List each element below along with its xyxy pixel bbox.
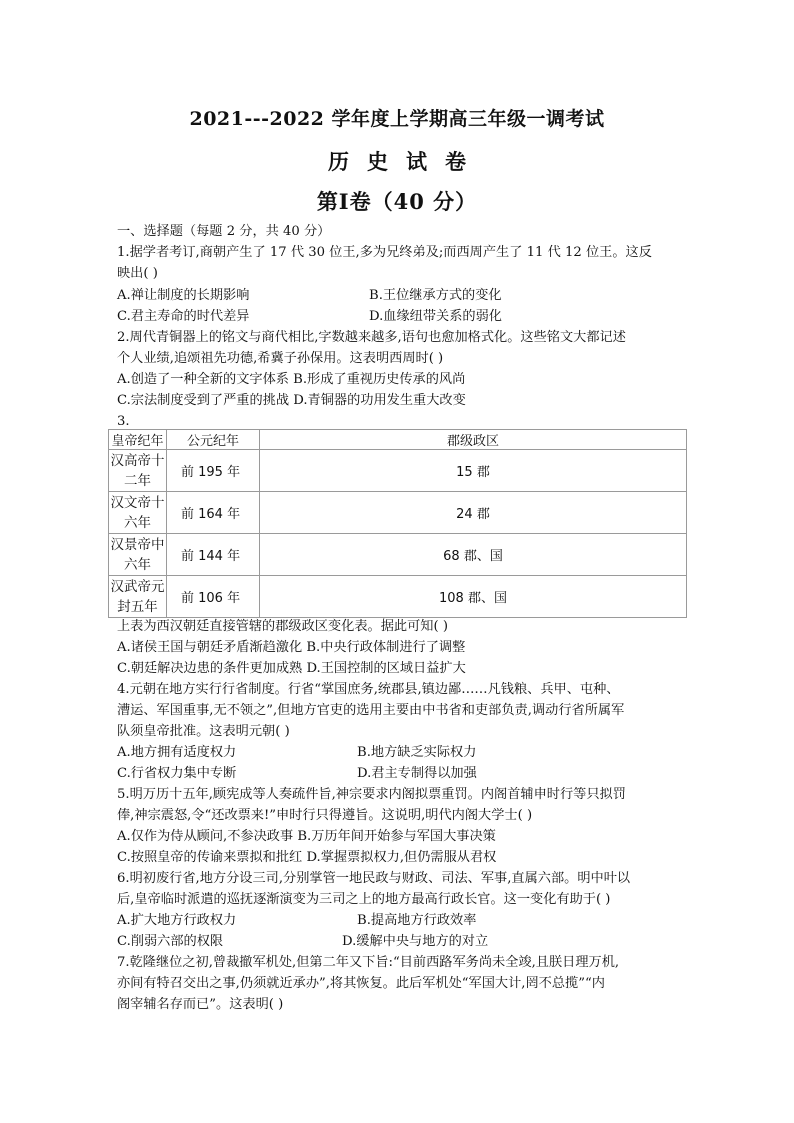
q2-options-cd: C.宗法制度受到了严重的挑战 D.青铜器的功用发生重大改变 bbox=[117, 393, 466, 408]
emperor-year-cell: 汉高帝十 二年 bbox=[109, 450, 167, 492]
q6-stem-line1: 6.明初废行省,地方分设三司,分别掌管一地民政与财政、司法、军事,直属六部。明中叶以 bbox=[117, 871, 631, 886]
emperor-year-cell: 汉文帝十 六年 bbox=[109, 492, 167, 534]
q2-stem-line2: 个人业绩,追颂祖先功德,希冀子孙保用。这表明西周时( ) bbox=[117, 351, 444, 366]
ad-year-cell: 前 164 年 bbox=[167, 492, 260, 534]
table-header-cell: 皇帝纪年 bbox=[109, 430, 167, 450]
table-row bbox=[109, 534, 687, 576]
q6-option-b: B.提高地方行政效率 bbox=[357, 913, 477, 928]
q7-stem-line3: 阁宰辅名存而已”。这表明( ) bbox=[117, 997, 284, 1012]
q4-stem-line1: 4.元朝在地方实行行省制度。行省“掌国庶务,统郡县,镇边鄙……凡钱粮、兵甲、屯种、 bbox=[117, 682, 620, 697]
prefecture-count-cell: 15 郡 bbox=[260, 450, 687, 492]
q1-option-a: A.禅让制度的长期影响 bbox=[117, 288, 250, 303]
q1-option-c: C.君主寿命的时代差异 bbox=[117, 309, 250, 324]
table-header-cell: 郡级政区 bbox=[260, 430, 687, 450]
exam-part-heading: 第Ⅰ卷（40 分） bbox=[316, 189, 478, 214]
ad-year-cell: 前 106 年 bbox=[167, 576, 260, 618]
exam-subject: 历史试卷 bbox=[328, 149, 484, 174]
q6-option-a: A.扩大地方行政权力 bbox=[117, 913, 237, 928]
section-heading: 一、选择题（每题 2 分，共 40 分） bbox=[117, 224, 331, 239]
emperor-year-cell: 汉景帝中 六年 bbox=[109, 534, 167, 576]
q1-option-d: D.血缘纽带关系的弱化 bbox=[369, 309, 502, 324]
q4-option-a: A.地方拥有适度权力 bbox=[117, 745, 237, 760]
q6-stem-line2: 后,皇帝临时派遣的巡抚逐渐演变为三司之上的地方最高行政长官。这一变化有助于( ) bbox=[117, 892, 611, 907]
q3-options-ab: A.诸侯王国与朝廷矛盾渐趋激化 B.中央行政体制进行了调整 bbox=[117, 640, 466, 655]
table-row bbox=[109, 450, 687, 492]
q6-option-c: C.削弱六部的权限 bbox=[117, 934, 224, 949]
exam-title: 2021---2022 学年度上学期高三年级一调考试 bbox=[189, 108, 605, 130]
q4-stem-line2: 漕运、军国重事,无不领之”,但地方官吏的选用主要由中书省和吏部负责,调动行省所属军 bbox=[117, 703, 625, 718]
q2-stem-line1: 2.周代青铜器上的铭文与商代相比,字数越来越多,语句也愈加格式化。这些铭文大都记述 bbox=[117, 330, 626, 345]
table-row bbox=[109, 492, 687, 534]
q2-options-ab: A.创造了一种全新的文字体系 B.形成了重视历史传承的风尚 bbox=[117, 372, 466, 387]
q4-option-c: C.行省权力集中专断 bbox=[117, 766, 237, 781]
ad-year-cell: 前 195 年 bbox=[167, 450, 260, 492]
ad-year-cell: 前 144 年 bbox=[167, 534, 260, 576]
q4-option-d: D.君主专制得以加强 bbox=[357, 766, 477, 781]
prefecture-count-cell: 68 郡、国 bbox=[260, 534, 687, 576]
q3-stem: 上表为西汉朝廷直接管辖的郡级政区变化表。据此可知( ) bbox=[117, 619, 448, 634]
emperor-year-cell: 汉武帝元 封五年 bbox=[109, 576, 167, 618]
q1-stem-line1: 1.据学者考订,商朝产生了 17 代 30 位王,多为兄终弟及;而西周产生了 11 代 12 位王。这反 bbox=[117, 245, 652, 260]
table-header-row bbox=[109, 430, 687, 450]
q6-option-d: D.缓解中央与地方的对立 bbox=[342, 934, 489, 949]
q3-number: 3. bbox=[117, 414, 130, 429]
q7-stem-line2: 亦间有特召交出之事,仍须就近承办”,将其恢复。此后军机处“军国大计,罔不总揽”“内 bbox=[117, 976, 605, 991]
q5-options-ab: A.仅作为侍从顾问,不参决政事 B.万历年间开始参与军国大事决策 bbox=[117, 829, 496, 844]
q7-stem-line1: 7.乾隆继位之初,曾裁撤军机处,但第二年又下旨:“目前西路军务尚未全竣,且朕日理万机, bbox=[117, 955, 620, 970]
prefecture-count-cell: 24 郡 bbox=[260, 492, 687, 534]
table-header-cell: 公元纪年 bbox=[167, 430, 260, 450]
q1-stem-line2: 映出( ) bbox=[117, 266, 158, 281]
q3-prefecture-table bbox=[108, 429, 687, 618]
table-row bbox=[109, 576, 687, 618]
q5-options-cd: C.按照皇帝的传谕来票拟和批红 D.掌握票拟权力,但仍需服从君权 bbox=[117, 850, 497, 865]
q4-option-b: B.地方缺乏实际权力 bbox=[357, 745, 477, 760]
q4-stem-line3: 队须皇帝批准。这表明元朝( ) bbox=[117, 724, 290, 739]
q1-option-b: B.王位继承方式的变化 bbox=[369, 288, 502, 303]
q5-stem-line1: 5.明万历十五年,顾宪成等人奏疏件旨,神宗要求内阁拟票重罚。内阁首辅申时行等只拟罚 bbox=[117, 787, 626, 802]
q5-stem-line2: 俸,神宗震怒,令“还改票来!”申时行只得遵旨。这说明,明代内阁大学士( ) bbox=[117, 808, 533, 823]
prefecture-count-cell: 108 郡、国 bbox=[260, 576, 687, 618]
q3-options-cd: C.朝廷解决边患的条件更加成熟 D.王国控制的区域日益扩大 bbox=[117, 661, 466, 676]
